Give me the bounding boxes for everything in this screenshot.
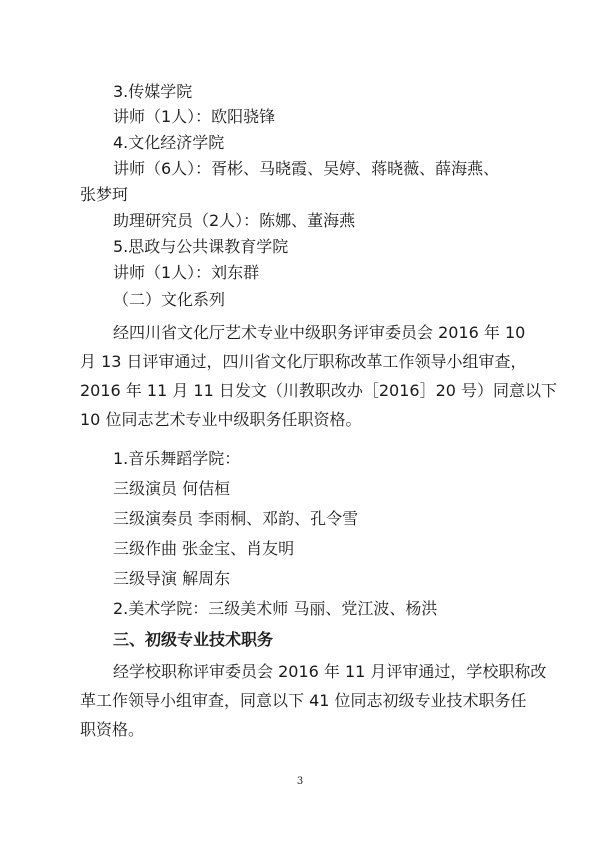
- music-actor: 三级演员 何佶桓: [113, 479, 231, 498]
- media-college-heading: 3.传媒学院: [113, 82, 193, 101]
- culture-paragraph-line3: 2016 年 11 月 11 日发文（川教职改办［2016］20 号）同意以下: [80, 381, 558, 400]
- art-college: 2.美术学院：三级美术师 马丽、党江波、杨洪: [113, 599, 438, 618]
- music-college-heading: 1.音乐舞蹈学院：: [113, 449, 241, 468]
- politics-heading: 5.思政与公共课教育学院: [113, 237, 289, 256]
- culture-paragraph-line2: 月 13 日评审通过，四川省文化厅职称改革工作领导小组审查，: [80, 352, 527, 371]
- music-composer: 三级作曲 张金宝、肖友明: [113, 539, 295, 558]
- junior-paragraph-line3: 职资格。: [80, 720, 145, 739]
- culture-series-heading: （二）文化系列: [113, 290, 226, 309]
- junior-paragraph-line1: 经学校职称评审委员会 2016 年 11 月评审通过，学校职称改: [113, 662, 547, 681]
- politics-lecturer: 讲师（1人）：刘东群: [113, 263, 260, 282]
- junior-title-heading: 三、初级专业技术职务: [113, 630, 274, 649]
- culture-paragraph-line4: 10 位同志艺术专业中级职务任职资格。: [80, 410, 362, 429]
- culture-econ-lecturer-line2: 张梦珂: [80, 185, 129, 204]
- music-director: 三级导演 解周东: [113, 569, 231, 588]
- media-college-lecturer: 讲师（1人）：欧阳骁锋: [113, 107, 276, 126]
- culture-econ-lecturer-line1: 讲师（6人）：胥彬、马晓霞、吴婷、蒋晓薇、薛海燕、: [113, 159, 500, 178]
- culture-econ-assistant: 助理研究员（2人）：陈娜、董海燕: [113, 211, 356, 230]
- culture-econ-heading: 4.文化经济学院: [113, 133, 225, 152]
- music-player: 三级演奏员 李雨桐、邓韵、孔令雪: [113, 509, 359, 528]
- page-number: 3: [296, 776, 304, 787]
- culture-paragraph-line1: 经四川省文化厅艺术专业中级职务评审委员会 2016 年 10: [113, 323, 526, 342]
- junior-paragraph-line2: 革工作领导小组审查，同意以下 41 位同志初级专业技术职务任: [80, 691, 527, 710]
